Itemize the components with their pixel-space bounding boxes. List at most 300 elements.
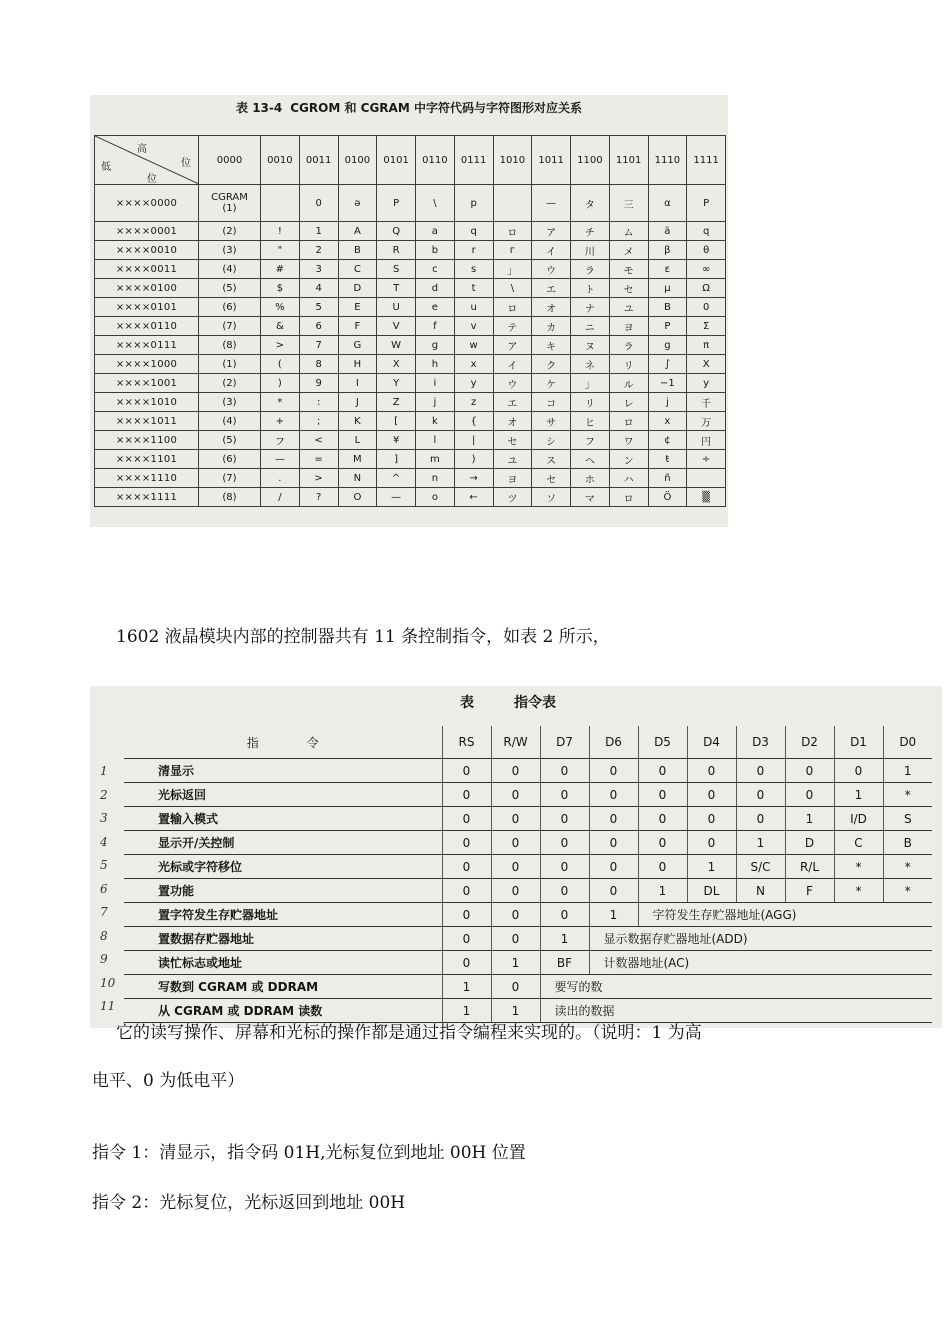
bit-column-header: D3 <box>736 726 785 759</box>
table-cell: ア <box>532 222 571 241</box>
instruction-table-image <box>90 686 942 1028</box>
table-cell: ; <box>299 412 338 431</box>
bit-cell: 0 <box>491 975 540 999</box>
table-cell: 万 <box>687 412 726 431</box>
table-cell: W <box>377 336 416 355</box>
bit-cell: * <box>883 783 932 807</box>
table-cell <box>687 469 726 488</box>
table-cell: — <box>377 488 416 507</box>
table-cell: ン <box>609 450 648 469</box>
table-row <box>95 317 726 336</box>
table-cell: (7) <box>199 469 261 488</box>
table-cell: p <box>454 185 493 222</box>
instruction-1-description: 指令 1：清显示，指令码 01H,光标复位到地址 00H 位置 <box>92 1143 526 1163</box>
table-cell: ^ <box>377 469 416 488</box>
table-cell: μ <box>648 279 687 298</box>
table-row <box>124 927 932 951</box>
table-cell: ア <box>493 336 532 355</box>
bit-cell: 1 <box>834 783 883 807</box>
table-cell: ラ <box>609 336 648 355</box>
table-cell: B <box>338 241 377 260</box>
table-cell: ∫ <box>648 355 687 374</box>
table-row <box>95 469 726 488</box>
table-cell: キ <box>532 336 571 355</box>
table-cell: ホ <box>571 469 610 488</box>
table-cell: フ <box>261 431 300 450</box>
table-cell: フ <box>571 431 610 450</box>
table-cell: (3) <box>199 241 261 260</box>
table-row <box>95 241 726 260</box>
bit-cell: 0 <box>491 831 540 855</box>
row-label: ××××1010 <box>95 393 199 412</box>
table-cell: ヨ <box>493 469 532 488</box>
table-cell: 8 <box>299 355 338 374</box>
bit-cell: 1 <box>442 975 491 999</box>
column-header: 0101 <box>377 136 416 185</box>
table-cell: α <box>648 185 687 222</box>
table-cell: y <box>454 374 493 393</box>
bit-cell: F <box>785 879 834 903</box>
table-cell: ヨ <box>609 317 648 336</box>
table-row <box>124 903 932 927</box>
bit-cell: * <box>883 879 932 903</box>
table-cell: θ <box>687 241 726 260</box>
table-cell: ラ <box>571 260 610 279</box>
table-cell: ä <box>648 222 687 241</box>
table-cell: π <box>687 336 726 355</box>
table-cell: N <box>338 469 377 488</box>
table-cell: 川 <box>571 241 610 260</box>
table-row <box>124 831 932 855</box>
row-number: 10 <box>100 975 116 990</box>
bit-cell: N <box>736 879 785 903</box>
table-cell: オ <box>493 412 532 431</box>
table-cell: チ <box>571 222 610 241</box>
instruction-name: 清显示 <box>124 759 442 783</box>
row-label: ××××0101 <box>95 298 199 317</box>
table-cell: モ <box>609 260 648 279</box>
table-cell: ト <box>571 279 610 298</box>
table-cell: イ <box>532 241 571 260</box>
table-cell: R <box>377 241 416 260</box>
table-cell: B <box>648 298 687 317</box>
bit-cell: 0 <box>491 903 540 927</box>
row-label: ××××1100 <box>95 431 199 450</box>
table-cell: E <box>338 298 377 317</box>
table-cell: (2) <box>199 374 261 393</box>
table-cell: ハ <box>609 469 648 488</box>
corner-low-label: 低 <box>101 162 111 173</box>
table-cell: β <box>648 241 687 260</box>
column-header: 1101 <box>609 136 648 185</box>
instruction-name: 显示开/关控制 <box>124 831 442 855</box>
table-cell: テ <box>493 317 532 336</box>
table-cell: (6) <box>199 450 261 469</box>
cgrom-table-header <box>95 136 726 185</box>
table-cell: > <box>299 469 338 488</box>
table-cell: 0 <box>299 185 338 222</box>
table-cell: セ <box>532 469 571 488</box>
instruction-table-title-a: 表 <box>460 695 474 711</box>
table-cell: + <box>261 412 300 431</box>
table-cell: c <box>416 260 455 279</box>
cgrom-table-number: 表 13-4 <box>236 101 283 115</box>
table-cell: ツ <box>493 488 532 507</box>
table-cell: K <box>338 412 377 431</box>
table-cell: — <box>261 450 300 469</box>
table-cell: ロ <box>609 488 648 507</box>
table-cell: & <box>261 317 300 336</box>
table-cell: I <box>338 374 377 393</box>
bit-cell: 0 <box>540 783 589 807</box>
table-cell: f <box>416 317 455 336</box>
column-header: 1110 <box>648 136 687 185</box>
bit-cell: 0 <box>687 783 736 807</box>
table-cell: オ <box>532 298 571 317</box>
table-cell: a <box>416 222 455 241</box>
table-cell: 千 <box>687 393 726 412</box>
table-row <box>124 855 932 879</box>
table-cell: 4 <box>299 279 338 298</box>
column-header: 0110 <box>416 136 455 185</box>
bit-cell: 1 <box>491 951 540 975</box>
table-cell: マ <box>571 488 610 507</box>
table-cell: { <box>454 412 493 431</box>
table-cell: ユ <box>609 298 648 317</box>
table-cell: D <box>338 279 377 298</box>
instruction-name: 光标或字符移位 <box>124 855 442 879</box>
table-cell: ヌ <box>571 336 610 355</box>
table-cell: n <box>416 469 455 488</box>
table-cell: シ <box>532 431 571 450</box>
table-cell: / <box>261 488 300 507</box>
table-cell: 5 <box>299 298 338 317</box>
table-cell: ¢ <box>648 431 687 450</box>
table-cell: ユ <box>493 450 532 469</box>
table-cell: | <box>454 431 493 450</box>
instruction-name: 从 CGRAM 或 DDRAM 读数 <box>124 999 442 1023</box>
table-cell: (3) <box>199 393 261 412</box>
row-label: ××××0001 <box>95 222 199 241</box>
row-label: ××××0000 <box>95 185 199 222</box>
bit-cell: * <box>883 855 932 879</box>
table-cell: ロ <box>493 222 532 241</box>
table-row <box>124 975 932 999</box>
table-cell: d <box>416 279 455 298</box>
table-cell: t <box>454 279 493 298</box>
table-cell: タ <box>571 185 610 222</box>
table-cell: * <box>261 393 300 412</box>
table-cell: ロ <box>493 298 532 317</box>
column-header: 1010 <box>493 136 532 185</box>
table-cell: m <box>416 450 455 469</box>
table-cell: −1 <box>648 374 687 393</box>
table-cell: ネ <box>571 355 610 374</box>
table-cell: q <box>687 222 726 241</box>
corner-high-label: 高 <box>137 144 147 155</box>
bit-column-header: D0 <box>883 726 932 759</box>
table-cell: ← <box>454 488 493 507</box>
row-label: ××××1001 <box>95 374 199 393</box>
table-row <box>95 393 726 412</box>
column-header: 1100 <box>571 136 610 185</box>
table-cell: ナ <box>571 298 610 317</box>
instruction-name: 置功能 <box>124 879 442 903</box>
bit-cell: 0 <box>442 879 491 903</box>
row-number: 6 <box>100 881 108 896</box>
table-cell: z <box>454 393 493 412</box>
table-row <box>95 355 726 374</box>
row-label: ××××1000 <box>95 355 199 374</box>
row-label: ××××1101 <box>95 450 199 469</box>
table-cell: P <box>377 185 416 222</box>
table-cell: 7 <box>299 336 338 355</box>
table-cell: j <box>416 393 455 412</box>
table-cell: ロ <box>609 412 648 431</box>
table-cell: ヒ <box>571 412 610 431</box>
table-cell: M <box>338 450 377 469</box>
table-cell: カ <box>532 317 571 336</box>
table-cell: Ö <box>648 488 687 507</box>
explanation-paragraph-line1: 它的读写操作、屏幕和光标的操作都是通过指令编程来实现的。（说明：1 为高 <box>116 1023 702 1043</box>
table-cell: q <box>454 222 493 241</box>
table-cell: l <box>416 431 455 450</box>
table-row <box>95 279 726 298</box>
column-header: 0100 <box>338 136 377 185</box>
bit-cell: 0 <box>540 855 589 879</box>
table-cell: b <box>416 241 455 260</box>
table-cell: x <box>454 355 493 374</box>
row-label: ××××0010 <box>95 241 199 260</box>
bit-cell: 0 <box>491 879 540 903</box>
table-cell: 1 <box>299 222 338 241</box>
table-cell: w <box>454 336 493 355</box>
table-cell: Σ <box>687 317 726 336</box>
table-cell: A <box>338 222 377 241</box>
table-cell: P <box>687 185 726 222</box>
table-cell: ( <box>261 355 300 374</box>
bit-column-header: D5 <box>638 726 687 759</box>
table-cell: ə <box>338 185 377 222</box>
table-cell: → <box>454 469 493 488</box>
table-cell: ム <box>609 222 648 241</box>
column-header: 1011 <box>532 136 571 185</box>
table-row <box>95 298 726 317</box>
row-label: ××××1011 <box>95 412 199 431</box>
table-row <box>124 951 932 975</box>
bit-cell: 0 <box>540 759 589 783</box>
bit-cell: C <box>834 831 883 855</box>
row-number: 8 <box>100 928 108 943</box>
table-cell: L <box>338 431 377 450</box>
table-cell: 3 <box>299 260 338 279</box>
table-cell: P <box>648 317 687 336</box>
bit-cell: 0 <box>540 807 589 831</box>
bit-cell: 0 <box>736 759 785 783</box>
table-cell: (4) <box>199 260 261 279</box>
bit-cell: 0 <box>491 783 540 807</box>
table-cell: Ω <box>687 279 726 298</box>
table-cell: Q <box>377 222 416 241</box>
bit-cell: 0 <box>638 831 687 855</box>
table-cell: ) <box>454 450 493 469</box>
table-cell: v <box>454 317 493 336</box>
bit-cell: 0 <box>687 759 736 783</box>
table-cell: ñ <box>648 469 687 488</box>
table-cell: (5) <box>199 279 261 298</box>
table-cell: ク <box>532 355 571 374</box>
table-cell: = <box>299 450 338 469</box>
bit-cell: 1 <box>442 999 491 1023</box>
instruction-table-header <box>124 726 932 759</box>
row-number: 5 <box>100 858 108 872</box>
row-number: 2 <box>100 787 108 802</box>
table-row <box>124 783 932 807</box>
bit-cell: DL <box>687 879 736 903</box>
bit-column-header: D6 <box>589 726 638 759</box>
cgrom-table-body <box>95 185 726 507</box>
column-header: 0011 <box>299 136 338 185</box>
table-cell: 三 <box>609 185 648 222</box>
instruction-name: 置输入模式 <box>124 807 442 831</box>
bit-cell: 0 <box>785 759 834 783</box>
table-row <box>95 222 726 241</box>
table-cell: ニ <box>571 317 610 336</box>
table-cell: Y <box>377 374 416 393</box>
bit-cell: 1 <box>687 855 736 879</box>
instruction-name: 置数据存贮器地址 <box>124 927 442 951</box>
table-cell: % <box>261 298 300 317</box>
table-cell: ŧ <box>648 450 687 469</box>
bit-cell: 0 <box>589 831 638 855</box>
table-cell: [ <box>377 412 416 431</box>
table-cell: O <box>338 488 377 507</box>
table-cell: o <box>416 488 455 507</box>
bit-cell: 0 <box>540 879 589 903</box>
table-cell: (7) <box>199 317 261 336</box>
table-cell: < <box>299 431 338 450</box>
table-cell: (4) <box>199 412 261 431</box>
merged-field-cell: 字符发生存贮器地址(AGG) <box>638 903 932 927</box>
table-row <box>95 431 726 450</box>
table-cell: リ <box>609 355 648 374</box>
bit-cell: 1 <box>736 831 785 855</box>
table-cell: U <box>377 298 416 317</box>
bit-cell: 0 <box>589 879 638 903</box>
table-row <box>95 374 726 393</box>
instruction-name: 光标返回 <box>124 783 442 807</box>
bit-cell: 0 <box>491 759 540 783</box>
bit-cell: 0 <box>638 783 687 807</box>
bit-cell: 1 <box>491 999 540 1023</box>
table-row <box>95 336 726 355</box>
table-cell: 2 <box>299 241 338 260</box>
instruction-2-description: 指令 2：光标复位，光标返回到地址 00H <box>92 1193 406 1213</box>
table-cell: i <box>416 374 455 393</box>
bit-cell: 0 <box>589 807 638 831</box>
bit-cell: 0 <box>589 855 638 879</box>
table-cell <box>261 185 300 222</box>
bit-cell: 0 <box>442 759 491 783</box>
bit-cell: 0 <box>736 783 785 807</box>
bit-cell: 0 <box>442 855 491 879</box>
header-corner-cell <box>95 136 199 185</box>
bit-column-header: D2 <box>785 726 834 759</box>
table-cell: 9 <box>299 374 338 393</box>
cgrom-table <box>94 135 726 507</box>
row-number: 1 <box>100 764 108 778</box>
bit-cell: 1 <box>638 879 687 903</box>
table-cell: \ <box>493 279 532 298</box>
bit-cell: 0 <box>589 759 638 783</box>
bit-cell: 0 <box>442 783 491 807</box>
table-cell: ソ <box>532 488 571 507</box>
table-cell: : <box>299 393 338 412</box>
table-cell: ケ <box>532 374 571 393</box>
table-cell: S <box>377 260 416 279</box>
table-cell: T <box>377 279 416 298</box>
table-cell: (6) <box>199 298 261 317</box>
table-cell: V <box>377 317 416 336</box>
table-cell: k <box>416 412 455 431</box>
table-cell: コ <box>532 393 571 412</box>
table-cell: ÷ <box>687 450 726 469</box>
instruction-table-title <box>460 692 556 712</box>
bit-cell: 0 <box>540 903 589 927</box>
bit-cell: 0 <box>736 807 785 831</box>
table-cell: セ <box>609 279 648 298</box>
bit-column-header: R/W <box>491 726 540 759</box>
table-cell: リ <box>571 393 610 412</box>
handwritten-row-numbers <box>100 760 124 1019</box>
bit-cell: 0 <box>834 759 883 783</box>
table-cell: — <box>532 185 571 222</box>
table-cell: . <box>261 469 300 488</box>
table-cell: u <box>454 298 493 317</box>
table-row <box>124 879 932 903</box>
table-cell: r <box>454 241 493 260</box>
table-cell: (2) <box>199 222 261 241</box>
corner-pos-top-label: 位 <box>181 158 191 169</box>
table-cell: y <box>687 374 726 393</box>
column-header: 0111 <box>454 136 493 185</box>
row-number: 9 <box>100 952 108 966</box>
table-cell: ▒ <box>687 488 726 507</box>
row-label: ××××0011 <box>95 260 199 279</box>
table-cell: G <box>338 336 377 355</box>
bit-cell: 0 <box>687 807 736 831</box>
row-label: ××××0111 <box>95 336 199 355</box>
table-cell: x <box>648 412 687 431</box>
table-cell: サ <box>532 412 571 431</box>
table-cell: e <box>416 298 455 317</box>
table-cell: レ <box>609 393 648 412</box>
table-cell: CGRAM (1) <box>199 185 261 222</box>
bit-cell: 0 <box>638 807 687 831</box>
table-cell: H <box>338 355 377 374</box>
bit-cell: 0 <box>442 807 491 831</box>
bit-cell: S/C <box>736 855 785 879</box>
table-cell: $ <box>261 279 300 298</box>
bit-cell: * <box>834 879 883 903</box>
bit-cell: 0 <box>638 759 687 783</box>
table-cell: ε <box>648 260 687 279</box>
row-number: 7 <box>100 905 108 919</box>
table-cell: ] <box>377 450 416 469</box>
bit-column-header: D4 <box>687 726 736 759</box>
bit-cell: 0 <box>687 831 736 855</box>
cgrom-table-image <box>90 95 728 527</box>
